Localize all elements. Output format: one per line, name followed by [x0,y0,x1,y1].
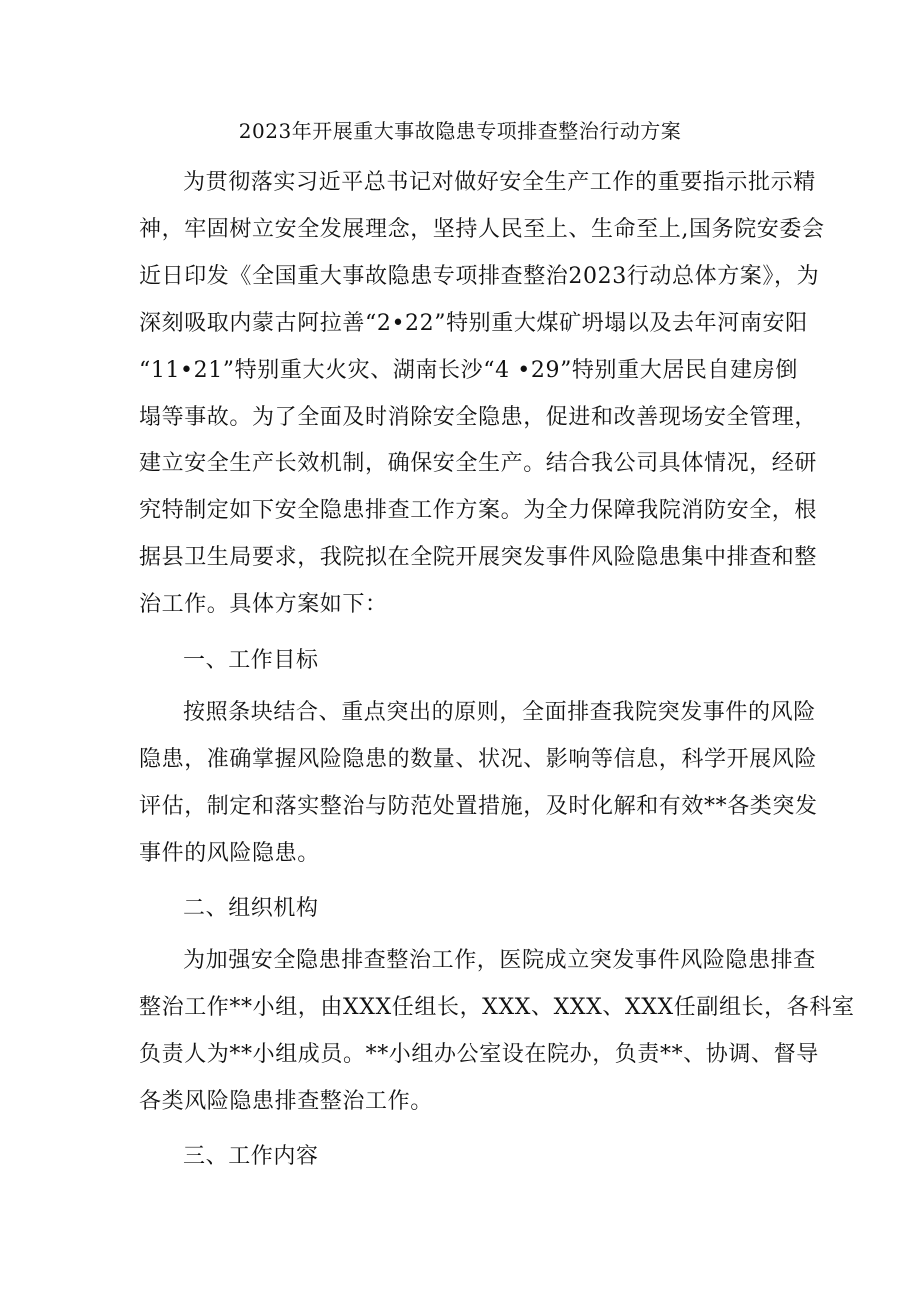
paragraph-line: 各类风险隐患排查整治工作。 [139,1089,433,1114]
paragraph-line: 塌等事故。为了全面及时消除安全隐患，促进和改善现场安全管理， [139,405,818,430]
paragraph-line: 据县卫生局要求，我院拟在全院开展突发事件风险隐患集中排查和整 [139,545,818,570]
paragraph-line: 负责人为**小组成员。**小组办公室设在院办，负责**、协调、督导 [139,1042,819,1067]
paragraph-line: “11•21”特别重大火灾、湖南长沙“4 •29”特别重大居民自建房倒 [139,358,798,383]
paragraph-line: 评估，制定和落实整治与防范处置措施，及时化解和有效**各类突发 [139,794,818,819]
paragraph-line: 近日印发《全国重大事故隐患专项排查整治2023行动总体方案》，为 [139,264,820,289]
paragraph-line: 神，牢固树立安全发展理念，坚持人民至上、生命至上,国务院安委会 [139,217,825,242]
paragraph-line: 究特制定如下安全隐患排查工作方案。为全力保障我院消防安全，根 [139,498,818,523]
paragraph-line: 隐患，准确掌握风险隐患的数量、状况、影响等信息，科学开展风险 [139,747,818,772]
section-heading-content: 三、工作内容 [183,1144,319,1169]
paragraph-line: 按照条块结合、重点突出的原则，全面排查我院突发事件的风险 [183,700,816,725]
paragraph-line: 治工作。具体方案如下： [139,592,388,617]
section-heading-organization: 二、组织机构 [183,896,319,921]
paragraph-line: 为贯彻落实习近平总书记对做好安全生产工作的重要指示批示精 [183,170,816,195]
paragraph-line: 为加强安全隐患排查整治工作，医院成立突发事件风险隐患排查 [183,948,816,973]
paragraph-line: 深刻吸取内蒙古阿拉善“2•22”特别重大煤矿坍塌以及去年河南安阳 [139,311,808,336]
section-heading-goal: 一、工作目标 [183,648,319,673]
paragraph-line: 事件的风险隐患。 [139,841,320,866]
paragraph-line: 建立安全生产长效机制，确保安全生产。结合我公司具体情况，经研 [139,451,818,476]
document-title: 2023年开展重大事故隐患专项排查整治行动方案 [238,119,682,143]
paragraph-line: 整治工作**小组，由XXX任组长，XXX、XXX、XXX任副组长，各科室 [139,995,855,1020]
